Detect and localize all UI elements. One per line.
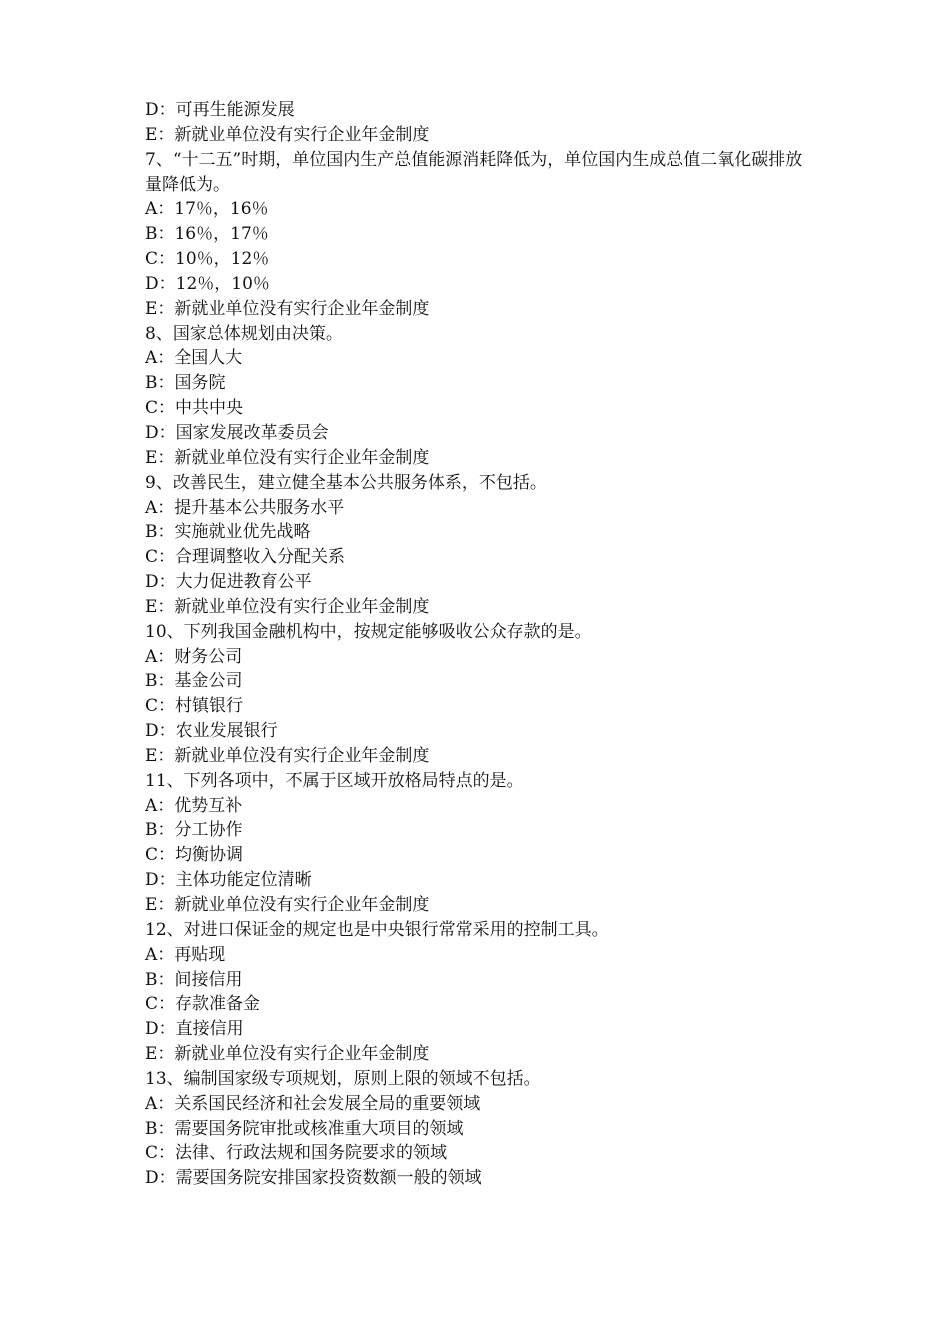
answer-option: D：直接信用 [145,1019,244,1040]
answer-option: D：大力促进教育公平 [145,572,312,593]
question-text: 12、对进口保证金的规定也是中央银行常常采用的控制工具。 [145,919,609,940]
answer-option: A：17％，16％ [145,199,269,220]
answer-option: C：合理调整收入分配关系 [145,547,346,568]
answer-option: E：新就业单位没有实行企业年金制度 [145,895,430,915]
answer-option: A：财务公司 [145,646,243,667]
answer-option: E：新就业单位没有实行企业年金制度 [145,1044,430,1065]
answer-option: D：农业发展银行 [145,721,278,742]
answer-option: B：分工协作 [145,820,243,841]
answer-option: B：国务院 [145,373,226,394]
answer-option: D：需要国务院安排国家投资数额一般的领域 [145,1168,482,1189]
answer-option: C：中共中央 [145,398,244,419]
answer-option: E：新就业单位没有实行企业年金制度 [145,124,430,145]
question-text: 10、下列我国金融机构中，按规定能够吸收公众存款的是。 [145,621,592,642]
question-text: 13、编制国家级专项规划，原则上限的领域不包括。 [145,1068,541,1089]
answer-option: C：存款准备金 [145,994,261,1015]
question-text: 8、国家总体规划由决策。 [145,323,343,344]
answer-option: C：10％，12％ [145,249,270,270]
answer-option: E：新就业单位没有实行企业年金制度 [145,298,430,319]
answer-option: A：再贴现 [145,944,226,965]
answer-option: D：主体功能定位清晰 [145,870,312,891]
document-body [145,98,825,1191]
answer-option: C：村镇银行 [145,696,244,717]
answer-option: B：基金公司 [145,671,243,692]
answer-option: A：全国人大 [145,348,243,369]
answer-option: B：间接信用 [145,969,243,990]
answer-option: D：12％，10％ [145,273,270,294]
question-text: 11、下列各项中，不属于区域开放格局特点的是。 [145,770,524,791]
answer-option: A：关系国民经济和社会发展全局的重要领域 [145,1093,481,1114]
answer-option: E：新就业单位没有实行企业年金制度 [145,596,430,617]
answer-option: E：新就业单位没有实行企业年金制度 [145,745,430,766]
answer-option: B：需要国务院审批或核准重大项目的领域 [145,1118,464,1139]
question-text: 9、改善民生，建立健全基本公共服务体系，不包括。 [145,472,547,493]
answer-option: D：可再生能源发展 [145,100,295,120]
answer-option: B：实施就业优先战略 [145,522,311,543]
answer-option: C：均衡协调 [145,845,244,866]
answer-option: E：新就业单位没有实行企业年金制度 [145,447,430,468]
answer-option: D：国家发展改革委员会 [145,422,329,443]
answer-option: B：16％，17％ [145,224,269,245]
answer-option: A：提升基本公共服务水平 [145,497,345,518]
question-text: 7、“十二五”时期，单位国内生产总值能源消耗降低为，单位国内生成总值二氧化碳排放量降低为。 [145,149,803,195]
answer-option: C：法律、行政法规和国务院要求的领域 [145,1143,448,1164]
answer-option: A：优势互补 [145,795,243,816]
